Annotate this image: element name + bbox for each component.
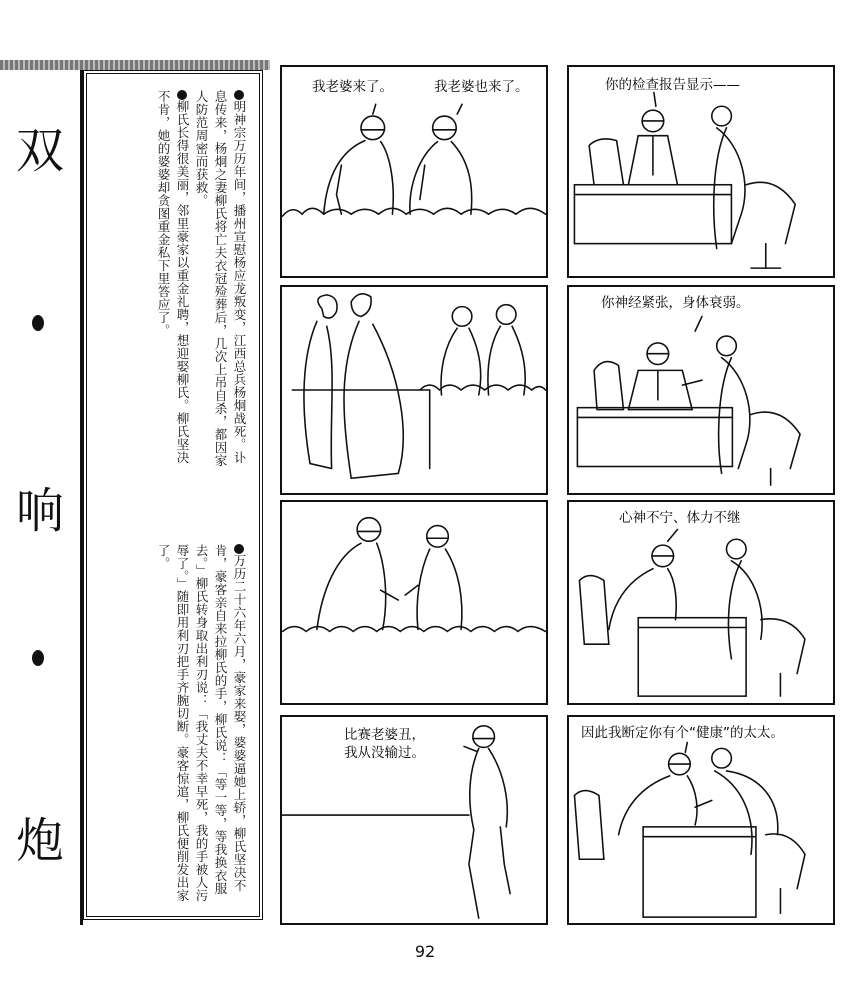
panel-4-drawing (569, 287, 833, 493)
speech-bubble-left: 我老婆来了。 (312, 79, 393, 95)
speech-bubble-doctor-3: 心神不宁、体力不继 (619, 510, 741, 526)
chapter-title-column (0, 70, 83, 925)
comic-panel-5 (280, 500, 548, 705)
story-paragraph-1: 明神宗万历年间，播州宣慰杨应龙叛变，江西总兵杨炯战死。讣息传来，杨炯之妻柳氏将亡夫衣冠殓葬后，几次上吊自杀，都因家人防范周密而获救。 (194, 90, 247, 467)
story-block-bottom (154, 544, 249, 904)
title-char-1: 双 (15, 123, 64, 179)
speech-bubble-doctor-2: 你神经紧张，身体衰弱。 (601, 295, 750, 311)
title-char-3: 炮 (15, 813, 64, 869)
speech-bubble-line-1: 比赛老婆丑， (344, 727, 425, 743)
panel-3-drawing (282, 287, 546, 493)
speech-bubble-line-2: 我从没输过。 (344, 745, 425, 761)
story-block-top (154, 90, 249, 470)
speech-bubble-doctor-4: 因此我断定你有个“健康”的太太。 (581, 725, 784, 741)
comic-panel-7 (280, 715, 548, 925)
panel-8-drawing (569, 717, 833, 923)
panel-6-drawing (569, 502, 833, 703)
speech-bubble-doctor: 你的检查报告显示—— (605, 77, 740, 93)
panel-5-drawing (282, 502, 546, 703)
speech-bubble-right: 我老婆也来了。 (434, 79, 529, 95)
story-paragraph-2: 柳氏长得很美丽，邻里豪家以重金礼聘，想迎娶柳氏。柳氏坚决不肯，她的婆婆却贪图重金私下里答应了。 (156, 90, 190, 464)
title-dot-1 (32, 315, 44, 331)
comic-panel-1 (280, 65, 548, 278)
page-number: 92 (414, 942, 436, 961)
page-edge-texture (0, 60, 270, 70)
title-dot-2 (32, 650, 44, 666)
panel-2-drawing (569, 67, 833, 276)
bullet-icon (234, 544, 244, 554)
comic-panel-4 (567, 285, 835, 495)
bullet-icon (234, 90, 244, 100)
panel-1-drawing (282, 67, 546, 276)
story-text-box (83, 70, 263, 920)
comic-panel-2 (567, 65, 835, 278)
comic-panel-6 (567, 500, 835, 705)
bullet-icon (177, 90, 187, 100)
title-char-2: 响 (15, 483, 64, 539)
story-paragraph-3: 万历二十六年六月，豪家来娶，婆婆逼她上轿，柳氏坚决不肯，豪客亲自来拉柳氏的手，柳氏说：「等一等，等我换衣服去。」柳氏转身取出利刃说：「我丈夫不幸早死，我的手被人污辱了。」随即用利刃把手齐腕切断。豪客惊逭，柳氏便削发出家了。 (156, 544, 247, 902)
comic-panel-8 (567, 715, 835, 925)
comic-panel-3 (280, 285, 548, 495)
